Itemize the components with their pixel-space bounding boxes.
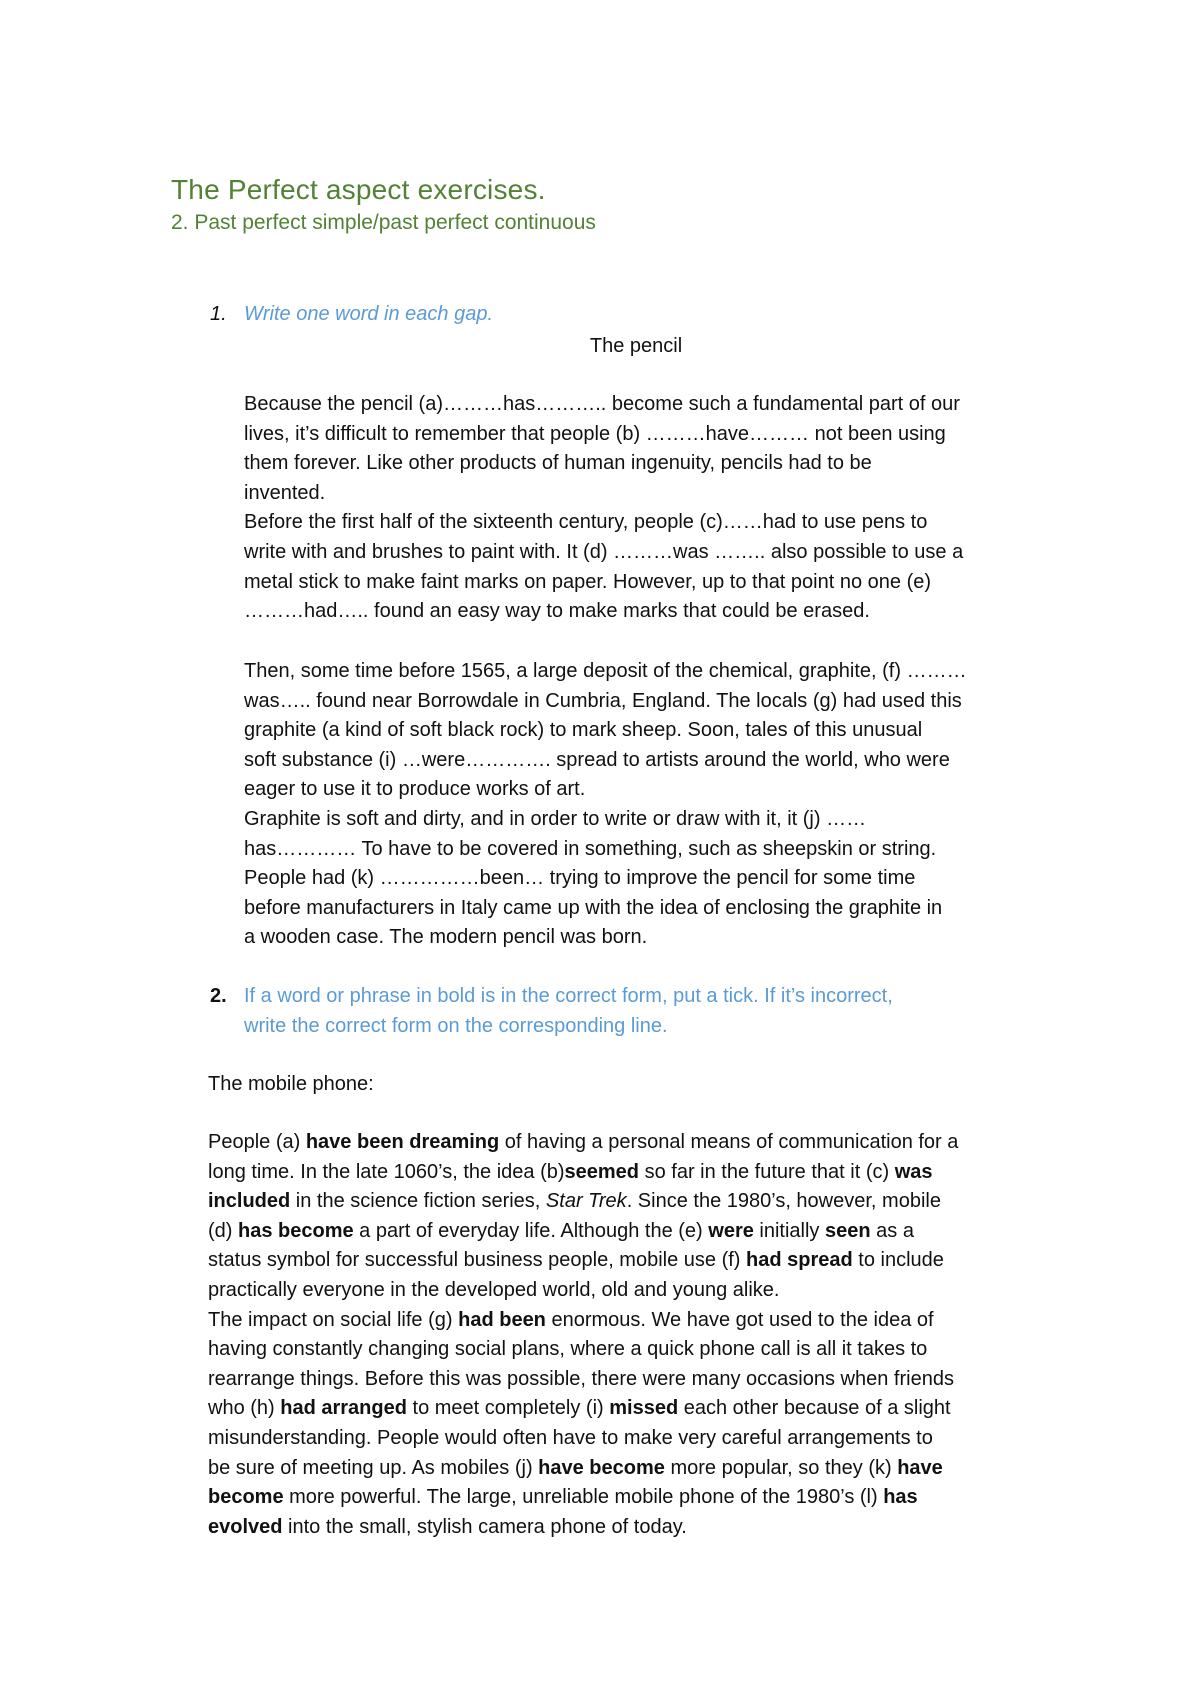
bold-phrase: included (208, 1190, 291, 1213)
text-line: having constantly changing social plans, where a quick phone call is all it takes to (208, 1338, 928, 1361)
bold-phrase: was (894, 1160, 933, 1183)
bold-phrase: seemed (564, 1160, 640, 1183)
exercise-1-number: 1. (210, 303, 227, 325)
text-line: Before the first half of the sixteenth century, people (c)……had to use pens to (244, 511, 928, 534)
exercise-2-number: 2. (210, 985, 227, 1007)
text-line: has………… To have to be covered in something, such as sheepskin or string. (244, 837, 937, 860)
text-line: lives, it’s difficult to remember that people (b) ………have……… not been using (244, 422, 946, 445)
page-subtitle: 2. Past perfect simple/past perfect continuous (171, 211, 596, 234)
text-line: long time. In the late 1060’s, the idea (b)seemed so far in the future that it (c) was (208, 1160, 933, 1183)
bold-phrase: have (897, 1456, 943, 1479)
text-line: included in the science fiction series, Star Trek. Since the 1980’s, however, mobile (208, 1190, 941, 1213)
bold-phrase: had been (458, 1308, 546, 1331)
bold-phrase: had spread (746, 1249, 853, 1272)
text-line: before manufacturers in Italy came up with the idea of enclosing the graphite in (244, 896, 943, 919)
text-line: Then, some time before 1565, a large deposit of the chemical, graphite, (f) ……… (244, 660, 967, 682)
bold-phrase: have been dreaming (305, 1131, 500, 1153)
pencil-paragraph-1 (244, 390, 1044, 627)
bold-phrase: seen (825, 1219, 871, 1242)
italic-title: Star Trek (545, 1190, 627, 1213)
pencil-paragraph-2 (244, 657, 1044, 953)
bold-phrase: missed (609, 1397, 679, 1420)
text-line: practically everyone in the developed world, old and young alike. (208, 1278, 780, 1301)
text-line: who (h) had arranged to meet completely (i) missed each other because of a slight (208, 1397, 951, 1420)
text-line: be sure of meeting up. As mobiles (j) have become more popular, so they (k) have (208, 1456, 943, 1479)
bold-phrase: have become (538, 1456, 665, 1479)
story-2-title: The mobile phone: (208, 1073, 374, 1095)
text-line: Graphite is soft and dirty, and in order to write or draw with it, it (j) …… (244, 807, 867, 830)
text-line: a wooden case. The modern pencil was born. (244, 926, 648, 949)
story-1-title-row (0, 331, 1200, 361)
text-line: misunderstanding. People would often have to make very careful arrangements to (208, 1426, 933, 1449)
text-line: rearrange things. Before this was possible, there were many occasions when friends (208, 1367, 954, 1390)
bold-phrase: has become (238, 1219, 354, 1242)
exercise-1-heading (210, 299, 493, 329)
text-line: invented. (244, 481, 326, 504)
text-line: become more powerful. The large, unreliable mobile phone of the 1980’s (l) has (208, 1486, 918, 1509)
bold-phrase: had arranged (280, 1397, 407, 1420)
text-line: Because the pencil (a)………has……….. become such a fundamental part of our (244, 393, 960, 415)
story-1-title: The pencil (589, 335, 683, 357)
bold-phrase: has (883, 1486, 918, 1509)
text-line: metal stick to make faint marks on paper. However, up to that point no one (e) (244, 570, 932, 593)
text-line: them forever. Like other products of human ingenuity, pencils had to be (244, 452, 872, 475)
bold-phrase: become (208, 1486, 284, 1509)
mobile-phone-paragraph (208, 1128, 1058, 1542)
text-line: ………had….. found an easy way to make marks that could be erased. (244, 600, 870, 623)
bold-phrase: evolved (208, 1515, 283, 1538)
text-line: status symbol for successful business people, mobile use (f) had spread to include (208, 1249, 944, 1272)
text-line: was….. found near Borrowdale in Cumbria, England. The locals (g) had used this (244, 689, 962, 712)
text-line: graphite (a kind of soft black rock) to mark sheep. Soon, tales of this unusual (244, 719, 923, 742)
exercise-2-heading (210, 981, 893, 1011)
text-line: soft substance (i) …were…………. spread to artists around the world, who were (244, 748, 950, 771)
exercise-2-instruction: If a word or phrase in bold is in the correct form, put a tick. If it’s incorrect, (244, 985, 893, 1007)
text-line: evolved into the small, stylish camera phone of today. (208, 1515, 687, 1538)
text-line: (d) has become a part of everyday life. Although the (e) were initially seen as a (208, 1219, 914, 1242)
page-title: The Perfect aspect exercises. (171, 174, 546, 205)
exercise-1-instruction: Write one word in each gap. (244, 303, 494, 325)
text-line: The impact on social life (g) had been enormous. We have got used to the idea of (208, 1308, 934, 1331)
text-line: eager to use it to produce works of art. (244, 778, 586, 801)
bold-phrase: were (708, 1219, 754, 1242)
text-line: write with and brushes to paint with. It (d) ………was …….. also possible to use a (244, 540, 964, 563)
exercise-2-instruction-continued: write the correct form on the corresponding line. (244, 1015, 668, 1037)
text-line: People had (k) ……………been… trying to improve the pencil for some time (244, 867, 916, 890)
text-line: People (a) have been dreaming of having a personal means of communication for a (208, 1131, 959, 1153)
